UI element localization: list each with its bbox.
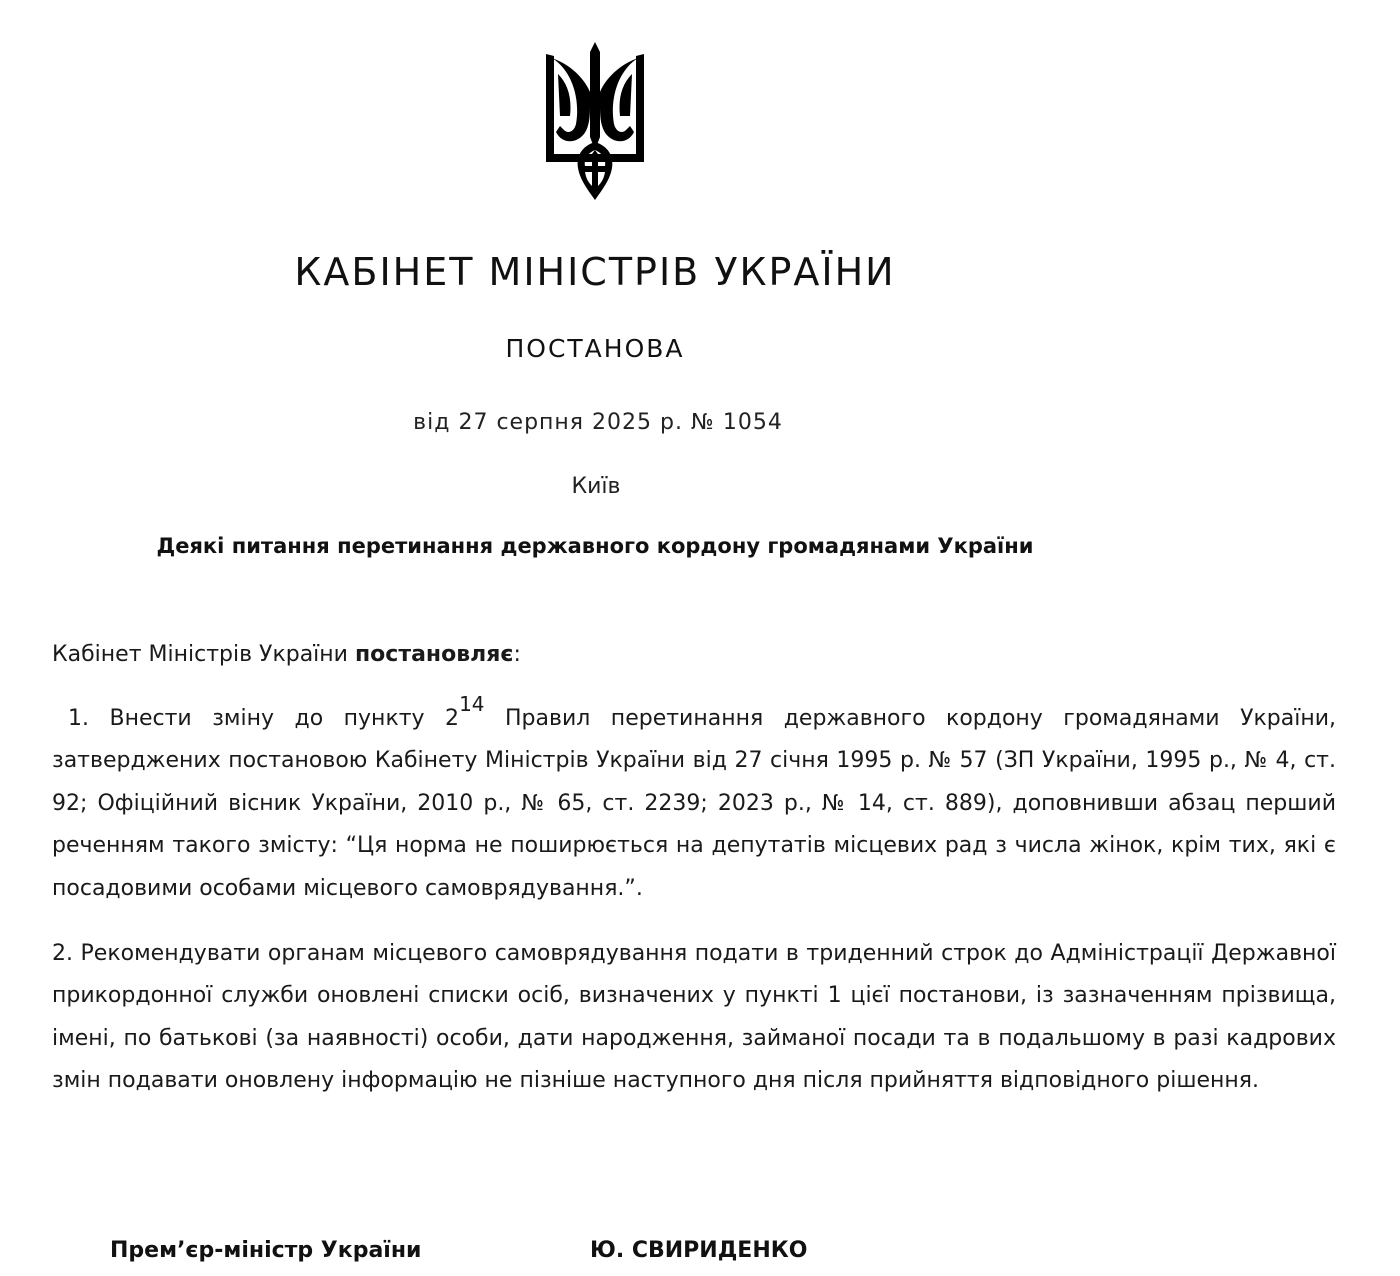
intro-tail: :	[513, 642, 521, 667]
signatory-role: Прем’єр-міністр України	[110, 1238, 422, 1263]
intro-text: Кабінет Міністрів України	[52, 642, 355, 667]
paragraph-1	[52, 691, 1336, 910]
date-and-number: від 27 серпня 2025 р. № 1054	[413, 410, 783, 435]
issuer-title: КАБІНЕТ МІНІСТРІВ УКРАЇНИ	[294, 250, 896, 294]
intro-bold-verb: постановляє	[354, 642, 514, 667]
resolution-intro	[52, 634, 1336, 676]
paragraph-2: 2. Рекомендувати органам місцевого самоврядування подати в триденний строк до Адміністрації Державної прикордонної служби оновлені списки осіб, визначених у пункті 1 цієї постанови, із зазначенням прізвища, імені, по батькові (за наявності) особи, дати народження, займаної посади та в подальшому в разі кадрових змін подавати оновлену інформацію не пізніше наступного дня після прийняття відповідного рішення.	[52, 941, 1336, 1094]
paragraph-1-lead: 1. Внести зміну до пункту 2	[68, 706, 460, 731]
document-type: ПОСТАНОВА	[505, 334, 685, 363]
city: Київ	[571, 474, 621, 499]
paragraph-1-superscript: 14	[459, 691, 485, 716]
paragraph-1-rest: Правил перетинання державного кордону громадянами України, затверджених постановою Кабінету Міністрів України від 27 січня 1995 р. № 57 (ЗП України, 1995 р., № 4, ст. 92; Офіційний вісник України, 2010 р., № 65, ст. 2239; 2023 р., № 14, ст. 889), доповнивши абзац перший реченням такого змісту: “Ця норма не поширюється на депутатів місцевих рад з числа жінок, крім тих, які є посадовими особами місцевого самоврядування.”.	[52, 706, 1336, 901]
trident-icon	[546, 42, 644, 200]
signatory-name: Ю. СВИРИДЕНКО	[590, 1238, 808, 1263]
document-heading: Деякі питання перетинання державного кордону громадянами України	[156, 534, 1034, 558]
